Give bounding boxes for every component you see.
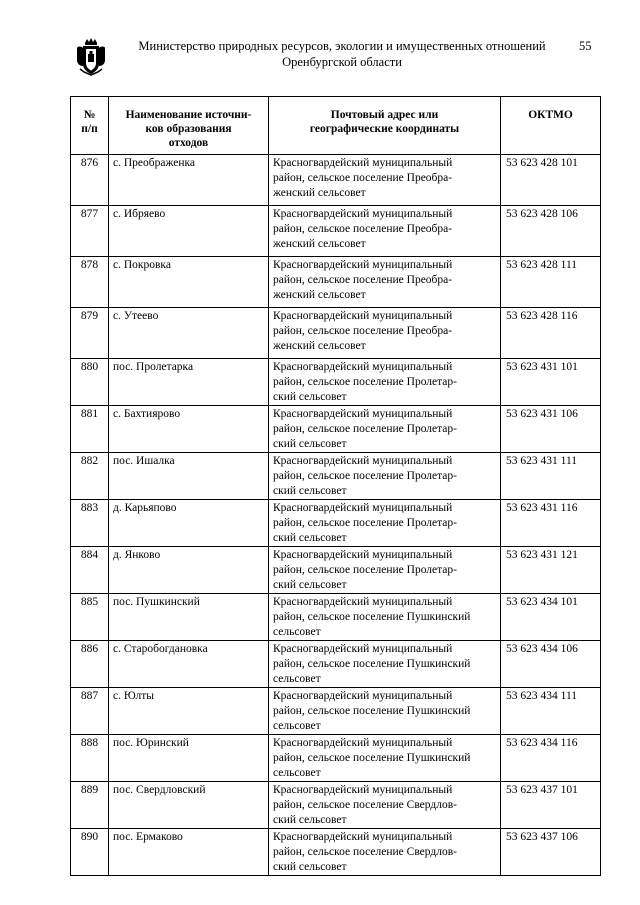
table-row <box>71 359 601 406</box>
cell-name: пос. Пушкинский <box>109 594 269 641</box>
cell-address: Красногвардейский муниципальный район, сельское поселение Преобра- женский сельсовет <box>269 308 501 359</box>
cell-name: с. Старобогдановка <box>109 641 269 688</box>
table-row <box>71 594 601 641</box>
cell-address: Красногвардейский муниципальный район, сельское поселение Пушкинский сельсовет <box>269 688 501 735</box>
table-row <box>71 547 601 594</box>
cell-oktmo: 53 623 431 101 <box>501 359 601 406</box>
coat-of-arms-icon <box>74 36 108 76</box>
cell-num: 889 <box>71 782 109 829</box>
cell-address: Красногвардейский муниципальный район, сельское поселение Пролетар- ский сельсовет <box>269 406 501 453</box>
cell-num: 887 <box>71 688 109 735</box>
cell-num: 888 <box>71 735 109 782</box>
cell-oktmo: 53 623 434 106 <box>501 641 601 688</box>
cell-oktmo: 53 623 431 106 <box>501 406 601 453</box>
cell-name: пос. Ишалка <box>109 453 269 500</box>
cell-name: с. Бахтиярово <box>109 406 269 453</box>
cell-name: с. Юлты <box>109 688 269 735</box>
cell-name: пос. Юринский <box>109 735 269 782</box>
cell-address: Красногвардейский муниципальный район, сельское поселение Пролетар- ский сельсовет <box>269 359 501 406</box>
cell-num: 879 <box>71 308 109 359</box>
cell-address: Красногвардейский муниципальный район, сельское поселение Пролетар- ский сельсовет <box>269 500 501 547</box>
table-row <box>71 829 601 876</box>
cell-oktmo: 53 623 437 106 <box>501 829 601 876</box>
table-row <box>71 257 601 308</box>
table-row <box>71 406 601 453</box>
cell-name: пос. Пролетарка <box>109 359 269 406</box>
cell-num: 890 <box>71 829 109 876</box>
table-row <box>71 155 601 206</box>
cell-oktmo: 53 623 431 111 <box>501 453 601 500</box>
cell-address: Красногвардейский муниципальный район, сельское поселение Преобра- женский сельсовет <box>269 257 501 308</box>
cell-name: пос. Ермаково <box>109 829 269 876</box>
cell-address: Красногвардейский муниципальный район, сельское поселение Пушкинский сельсовет <box>269 594 501 641</box>
cell-num: 877 <box>71 206 109 257</box>
column-header-address: Почтовый адрес или географические координаты <box>269 97 501 155</box>
cell-oktmo: 53 623 434 116 <box>501 735 601 782</box>
cell-name: с. Покровка <box>109 257 269 308</box>
table-row <box>71 308 601 359</box>
ministry-title-line2: Оренбургской области <box>282 55 402 69</box>
table-row <box>71 688 601 735</box>
page-number: 55 <box>579 39 592 53</box>
cell-oktmo: 53 623 431 116 <box>501 500 601 547</box>
cell-address: Красногвардейский муниципальный район, сельское поселение Преобра- женский сельсовет <box>269 206 501 257</box>
cell-num: 884 <box>71 547 109 594</box>
cell-oktmo: 53 623 431 121 <box>501 547 601 594</box>
column-header-name: Наименование источни- ков образования отходов <box>109 97 269 155</box>
column-header-oktmo: ОКТМО <box>501 97 601 155</box>
cell-num: 886 <box>71 641 109 688</box>
cell-address: Красногвардейский муниципальный район, сельское поселение Преобра- женский сельсовет <box>269 155 501 206</box>
cell-oktmo: 53 623 428 101 <box>501 155 601 206</box>
cell-address: Красногвардейский муниципальный район, сельское поселение Свердлов- ский сельсовет <box>269 829 501 876</box>
table-row <box>71 641 601 688</box>
cell-oktmo: 53 623 428 106 <box>501 206 601 257</box>
cell-oktmo: 53 623 428 111 <box>501 257 601 308</box>
cell-name: с. Ибряево <box>109 206 269 257</box>
table-row <box>71 735 601 782</box>
cell-num: 876 <box>71 155 109 206</box>
cell-address: Красногвардейский муниципальный район, сельское поселение Пушкинский сельсовет <box>269 735 501 782</box>
cell-oktmo: 53 623 434 101 <box>501 594 601 641</box>
table-row <box>71 453 601 500</box>
cell-name: с. Утеево <box>109 308 269 359</box>
table-row <box>71 206 601 257</box>
cell-address: Красногвардейский муниципальный район, сельское поселение Пролетар- ский сельсовет <box>269 547 501 594</box>
cell-name: с. Преображенка <box>109 155 269 206</box>
cell-name: д. Карьяпово <box>109 500 269 547</box>
cell-address: Красногвардейский муниципальный район, сельское поселение Пушкинский сельсовет <box>269 641 501 688</box>
cell-oktmo: 53 623 428 116 <box>501 308 601 359</box>
cell-name: пос. Свердловский <box>109 782 269 829</box>
cell-oktmo: 53 623 437 101 <box>501 782 601 829</box>
cell-name: д. Янково <box>109 547 269 594</box>
table-row <box>71 782 601 829</box>
column-header-num: № п/п <box>71 97 109 155</box>
cell-num: 880 <box>71 359 109 406</box>
waste-sources-table <box>70 96 601 876</box>
cell-address: Красногвардейский муниципальный район, сельское поселение Свердлов- ский сельсовет <box>269 782 501 829</box>
cell-address: Красногвардейский муниципальный район, сельское поселение Пролетар- ский сельсовет <box>269 453 501 500</box>
cell-num: 878 <box>71 257 109 308</box>
cell-num: 885 <box>71 594 109 641</box>
cell-num: 883 <box>71 500 109 547</box>
cell-num: 882 <box>71 453 109 500</box>
table-row <box>71 500 601 547</box>
cell-oktmo: 53 623 434 111 <box>501 688 601 735</box>
cell-num: 881 <box>71 406 109 453</box>
table-header-row <box>71 97 601 155</box>
ministry-title-line1: Министерство природных ресурсов, экологии и имущественных отношений <box>138 39 546 53</box>
